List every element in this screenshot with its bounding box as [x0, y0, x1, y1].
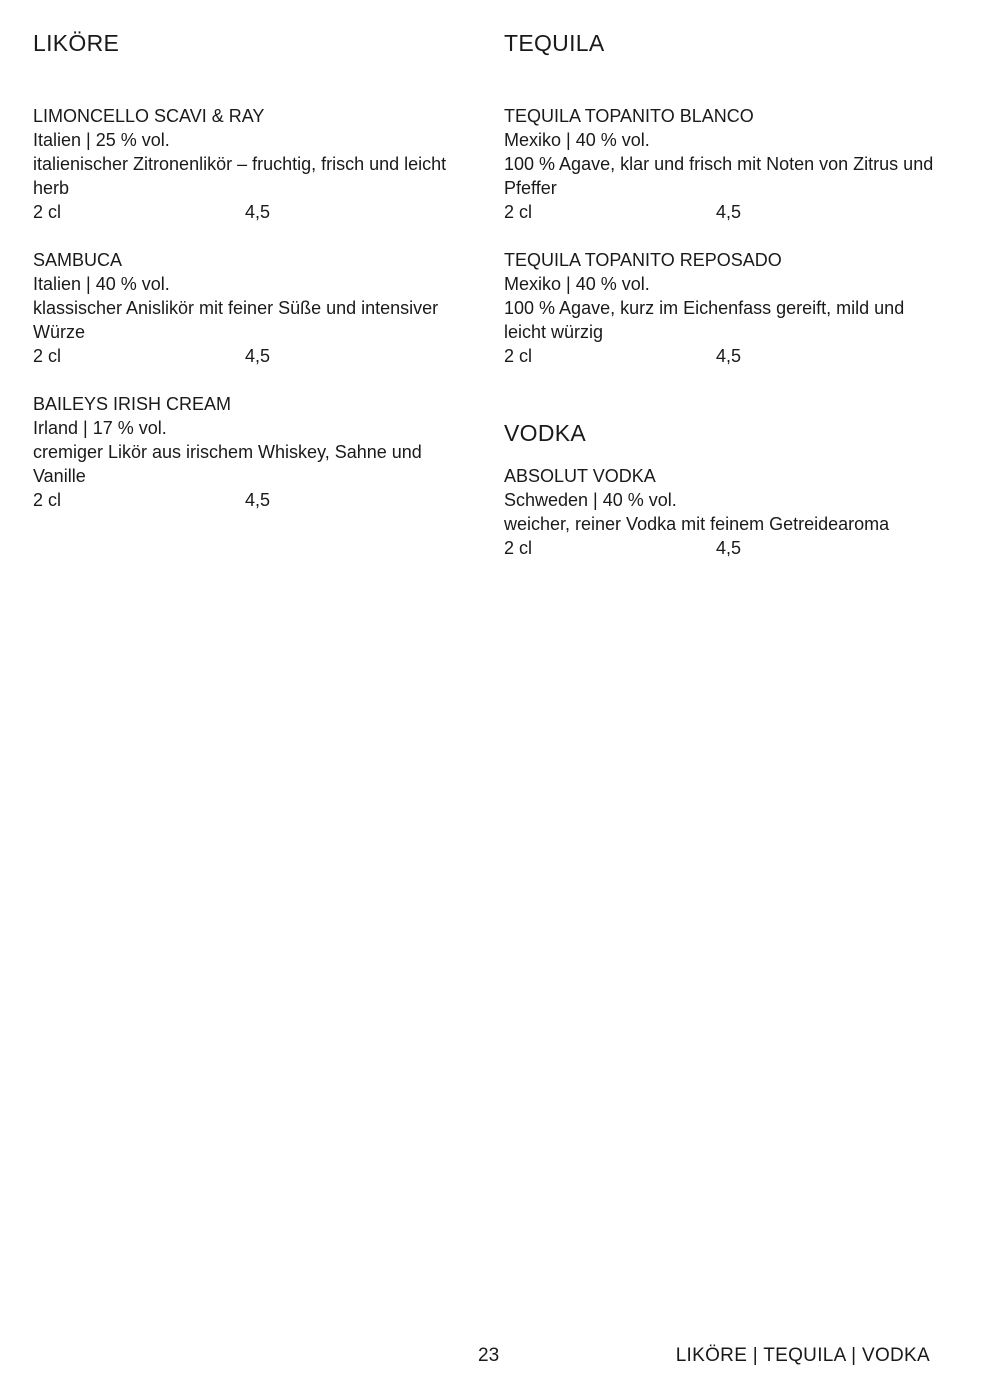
- item-name: LIMONCELLO SCAVI & RAY: [33, 106, 265, 126]
- item-price: 4,5: [245, 346, 271, 366]
- menu-item: [33, 104, 473, 224]
- page-number: 23: [478, 1345, 500, 1366]
- item-price: 4,5: [245, 202, 271, 222]
- item-origin: Schweden | 40 % vol.: [504, 490, 677, 510]
- menu-item: [504, 248, 944, 368]
- item-origin: Mexiko | 40 % vol.: [504, 274, 650, 294]
- menu-item: [504, 104, 944, 224]
- vodka-list: [504, 464, 944, 560]
- price-row: [504, 344, 944, 368]
- item-size: 2 cl: [33, 202, 62, 222]
- item-price: 4,5: [245, 490, 271, 510]
- price-row: [33, 344, 473, 368]
- price-row: [504, 200, 944, 224]
- menu-item: [504, 464, 944, 560]
- price-row: [504, 536, 944, 560]
- item-description: cremiger Likör aus irischem Whiskey, Sahne und Vanille: [33, 442, 422, 486]
- item-size: 2 cl: [33, 346, 62, 366]
- menu-item: [33, 392, 473, 512]
- item-description: 100 % Agave, kurz im Eichenfass gereift, mild und leicht würzig: [504, 298, 905, 342]
- item-origin: Italien | 40 % vol.: [33, 274, 170, 294]
- item-price: 4,5: [716, 202, 742, 222]
- tequila-list: [504, 104, 944, 368]
- item-price: 4,5: [716, 346, 742, 366]
- item-size: 2 cl: [504, 538, 533, 558]
- tequila-column: [504, 28, 944, 584]
- item-name: TEQUILA TOPANITO REPOSADO: [504, 250, 782, 270]
- section-title-vodka: VODKA: [504, 420, 587, 446]
- section-title-likoere: LIKÖRE: [33, 30, 120, 56]
- item-size: 2 cl: [504, 346, 533, 366]
- item-origin: Irland | 17 % vol.: [33, 418, 167, 438]
- item-name: BAILEYS IRISH CREAM: [33, 394, 232, 414]
- section-title-tequila: TEQUILA: [504, 30, 605, 56]
- likoere-column: [33, 28, 473, 536]
- item-name: TEQUILA TOPANITO BLANCO: [504, 106, 754, 126]
- item-description: weicher, reiner Vodka mit feinem Getreidearoma: [504, 514, 890, 534]
- menu-item: [33, 248, 473, 368]
- item-price: 4,5: [716, 538, 742, 558]
- vodka-section: [504, 418, 944, 560]
- item-name: ABSOLUT VODKA: [504, 466, 656, 486]
- likoere-list: [33, 104, 473, 512]
- price-row: [33, 488, 473, 512]
- footer-title: LIKÖRE | TEQUILA | VODKA: [675, 1345, 930, 1366]
- item-origin: Italien | 25 % vol.: [33, 130, 170, 150]
- item-description: italienischer Zitronenlikör – fruchtig, frisch und leicht herb: [33, 154, 447, 198]
- price-row: [33, 200, 473, 224]
- item-size: 2 cl: [33, 490, 62, 510]
- item-origin: Mexiko | 40 % vol.: [504, 130, 650, 150]
- item-description: 100 % Agave, klar und frisch mit Noten von Zitrus und Pfeffer: [504, 154, 934, 198]
- item-name: SAMBUCA: [33, 250, 123, 270]
- item-description: klassischer Anislikör mit feiner Süße und intensiver Würze: [33, 298, 439, 342]
- item-size: 2 cl: [504, 202, 533, 222]
